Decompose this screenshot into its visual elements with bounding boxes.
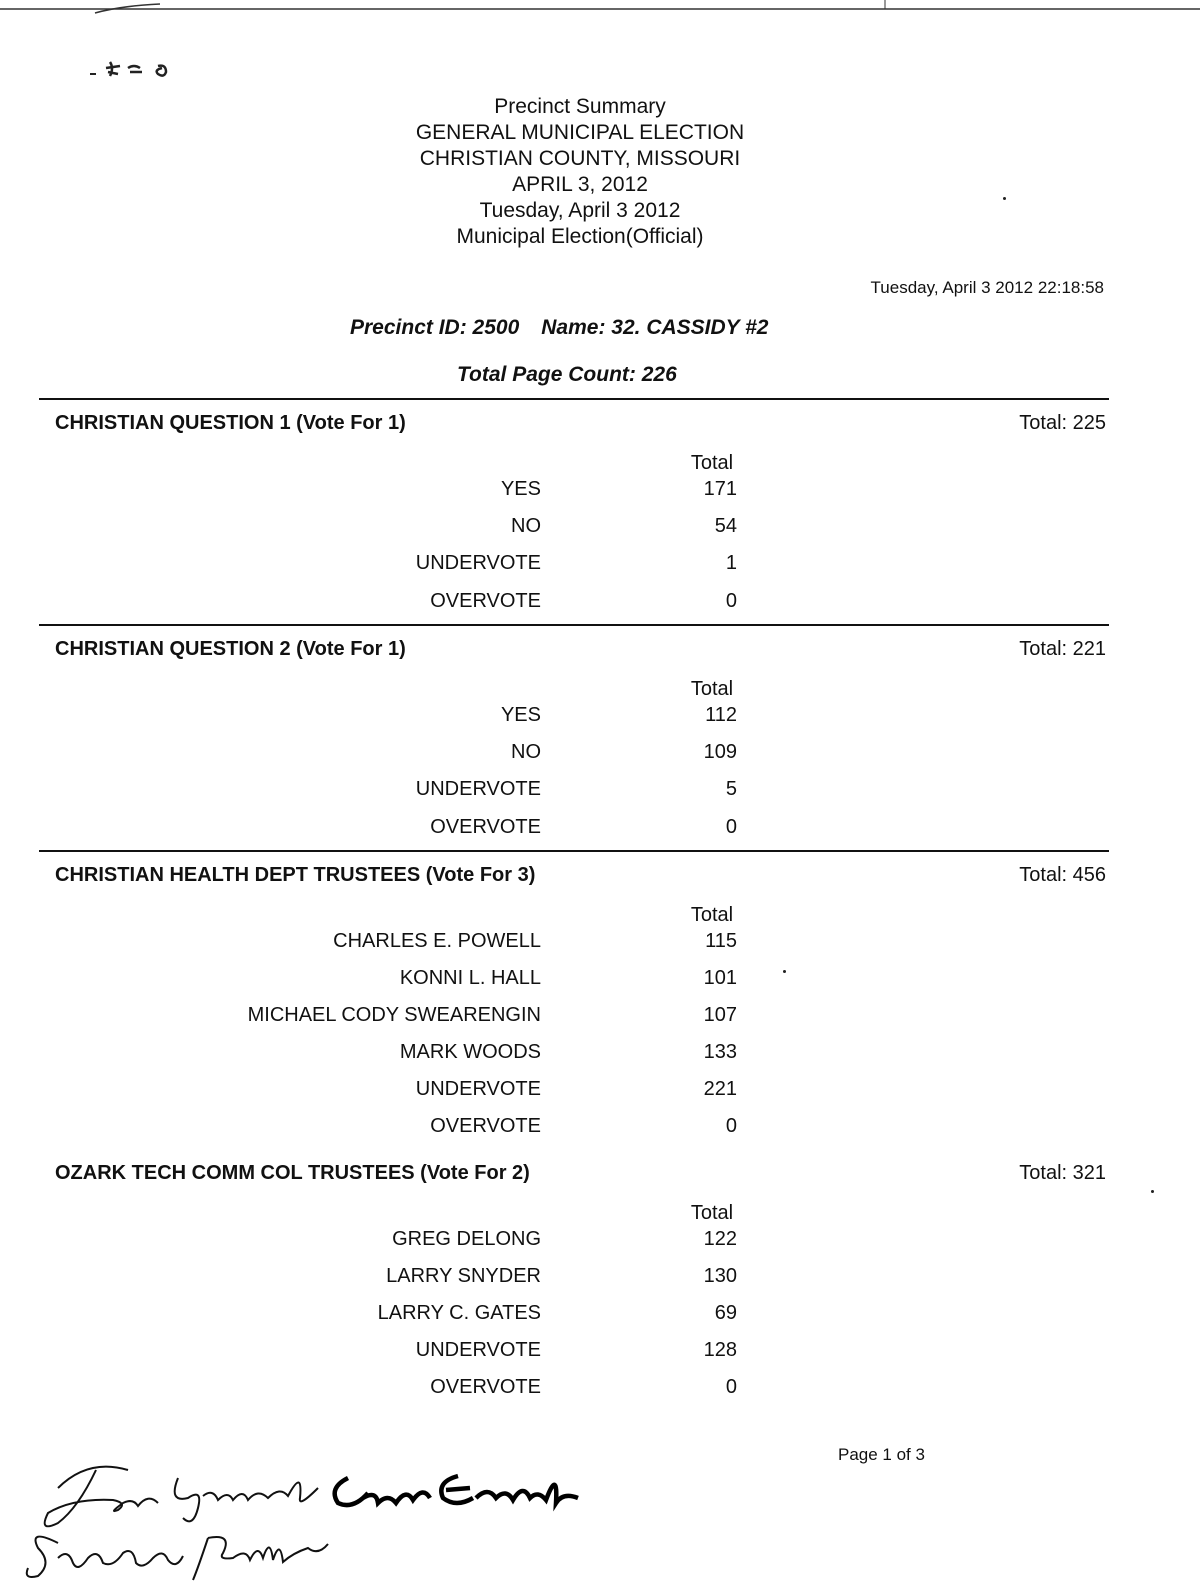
choice-label: OVERVOTE <box>430 590 541 612</box>
vote-count: 109 <box>703 741 737 763</box>
result-row <box>39 515 1109 543</box>
election-day: Tuesday, April 3 2012 <box>479 199 681 222</box>
contest-total: Total: 321 <box>1019 1162 1106 1184</box>
vote-count: 133 <box>703 1041 737 1063</box>
result-row <box>39 1265 1109 1293</box>
choice-label: LARRY C. GATES <box>377 1302 541 1324</box>
result-row <box>39 1376 1109 1404</box>
contest-health-dept-trustees <box>39 850 1109 1152</box>
result-row <box>39 1302 1109 1330</box>
contest-christian-question-2 <box>39 624 1109 852</box>
choice-label: NO <box>511 741 541 763</box>
result-row <box>39 930 1109 958</box>
result-row <box>39 816 1109 844</box>
scan-artifact-mark <box>88 54 198 84</box>
contest-total: Total: 225 <box>1019 412 1106 434</box>
vote-count: 171 <box>703 478 737 500</box>
vote-count: 0 <box>725 590 737 612</box>
scan-edge-marks <box>0 0 1200 20</box>
contest-title: CHRISTIAN HEALTH DEPT TRUSTEES (Vote For 3) <box>55 864 536 886</box>
contest-total: Total: 456 <box>1019 864 1106 886</box>
result-row <box>39 1041 1109 1069</box>
column-header-total: Total <box>690 452 734 474</box>
choice-label: UNDERVOTE <box>415 1078 541 1100</box>
scan-speck <box>1003 197 1006 200</box>
choice-label: UNDERVOTE <box>415 1339 541 1361</box>
county-name: CHRISTIAN COUNTY, MISSOURI <box>419 147 741 170</box>
handwritten-signatures <box>18 1448 618 1583</box>
vote-count: 107 <box>703 1004 737 1026</box>
result-row <box>39 1078 1109 1106</box>
report-type: Precinct Summary <box>494 95 666 118</box>
contest-total: Total: 221 <box>1019 638 1106 660</box>
result-row <box>39 1004 1109 1032</box>
report-header <box>300 94 860 250</box>
choice-label: GREG DELONG <box>392 1228 541 1250</box>
vote-count: 112 <box>705 704 737 726</box>
contest-ozark-tech-trustees <box>39 1150 1109 1410</box>
election-status: Municipal Election(Official) <box>456 225 704 248</box>
election-date: APRIL 3, 2012 <box>512 173 648 196</box>
report-timestamp: Tuesday, April 3 2012 22:18:58 <box>870 278 1104 297</box>
choice-label: UNDERVOTE <box>415 778 541 800</box>
choice-label: YES <box>500 478 541 500</box>
choice-label: NO <box>511 515 541 537</box>
scan-speck <box>1151 1190 1154 1193</box>
scan-speck <box>783 970 786 973</box>
choice-label: OVERVOTE <box>430 1115 541 1137</box>
contest-title: CHRISTIAN QUESTION 2 (Vote For 1) <box>55 638 406 660</box>
choice-label: MICHAEL CODY SWEARENGIN <box>247 1004 541 1026</box>
choice-label: OVERVOTE <box>430 1376 541 1398</box>
result-row <box>39 778 1109 806</box>
election-name: GENERAL MUNICIPAL ELECTION <box>415 121 745 144</box>
vote-count: 0 <box>725 1115 737 1137</box>
choice-label: KONNI L. HALL <box>399 967 541 989</box>
result-row <box>39 1228 1109 1256</box>
vote-count: 69 <box>714 1302 737 1324</box>
result-row <box>39 478 1109 506</box>
result-row <box>39 590 1109 618</box>
result-row <box>39 1115 1109 1143</box>
choice-label: MARK WOODS <box>399 1041 541 1063</box>
total-page-count: Total Page Count: 226 <box>457 363 677 386</box>
choice-label: CHARLES E. POWELL <box>333 930 541 952</box>
vote-count: 0 <box>725 816 737 838</box>
vote-count: 128 <box>703 1339 737 1361</box>
vote-count: 122 <box>703 1228 737 1250</box>
result-row <box>39 741 1109 769</box>
vote-count: 101 <box>703 967 737 989</box>
result-row <box>39 967 1109 995</box>
choice-label: YES <box>500 704 541 726</box>
vote-count: 130 <box>703 1265 737 1287</box>
precinct-info <box>350 316 768 340</box>
vote-count: 1 <box>725 552 737 574</box>
precinct-id: Precinct ID: 2500 <box>350 316 520 339</box>
result-row <box>39 704 1109 732</box>
choice-label: OVERVOTE <box>430 816 541 838</box>
contest-title: CHRISTIAN QUESTION 1 (Vote For 1) <box>55 412 406 434</box>
page-number: Page 1 of 3 <box>838 1445 925 1464</box>
precinct-name: Name: 32. CASSIDY #2 <box>541 316 769 339</box>
column-header-total: Total <box>690 1202 734 1224</box>
choice-label: LARRY SNYDER <box>386 1265 541 1287</box>
vote-count: 221 <box>703 1078 737 1100</box>
result-row <box>39 552 1109 580</box>
vote-count: 5 <box>725 778 737 800</box>
vote-count: 115 <box>705 930 737 952</box>
vote-count: 0 <box>725 1376 737 1398</box>
column-header-total: Total <box>690 904 734 926</box>
contest-christian-question-1 <box>39 398 1109 626</box>
result-row <box>39 1339 1109 1367</box>
vote-count: 54 <box>714 515 737 537</box>
choice-label: UNDERVOTE <box>415 552 541 574</box>
column-header-total: Total <box>690 678 734 700</box>
contest-title: OZARK TECH COMM COL TRUSTEES (Vote For 2) <box>55 1162 530 1184</box>
